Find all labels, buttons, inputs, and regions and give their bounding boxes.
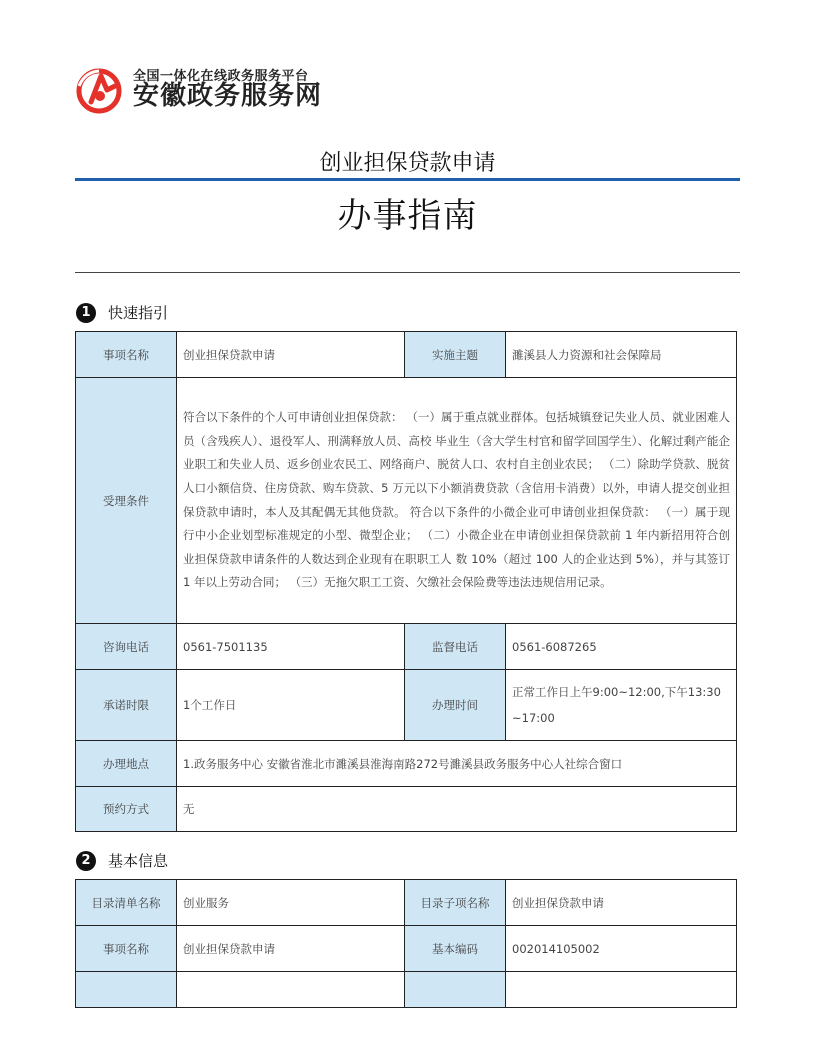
- section-heading-basic-info: [76, 850, 168, 871]
- office-hours-label: 办理时间: [405, 670, 506, 741]
- item-name-label: 事项名称: [76, 332, 177, 378]
- table-row: [76, 880, 737, 926]
- empty-value-cell: [506, 972, 737, 1008]
- table-row: [76, 972, 737, 1008]
- promise-time-value: 1个工作日: [177, 670, 405, 741]
- supervise-phone-label: 监督电话: [405, 624, 506, 670]
- empty-value-cell: [177, 972, 405, 1008]
- phone-label: 咨询电话: [76, 624, 177, 670]
- empty-label-cell: [76, 972, 177, 1008]
- conditions-label: 受理条件: [76, 378, 177, 624]
- table-row: [76, 378, 737, 624]
- item-name-value: 创业担保贷款申请: [177, 926, 405, 972]
- section-number-badge: 1: [76, 303, 96, 323]
- subject-value: 濉溪县人力资源和社会保障局: [506, 332, 737, 378]
- anhui-logo-icon: [75, 66, 127, 114]
- title-divider: [75, 178, 740, 181]
- document-title: 创业担保贷款申请: [319, 151, 496, 176]
- subitem-label: 目录子项名称: [405, 880, 506, 926]
- section-title: 快速指引: [108, 304, 169, 322]
- office-hours-value: 正常工作日上午9:00~12:00,下午13:30~17:00: [506, 670, 737, 741]
- booking-value: 无: [177, 787, 737, 832]
- promise-time-label: 承诺时限: [76, 670, 177, 741]
- table-row: [76, 741, 737, 787]
- booking-label: 预约方式: [76, 787, 177, 832]
- table-row: [76, 926, 737, 972]
- conditions-value: 符合以下条件的个人可申请创业担保贷款： （一）属于重点就业群体。包括城镇登记失业人员、就业困难人员（含残疾人）、退役军人、刑满释放人员、高校 毕业生（含大学生村官和留学回国学生）、化解过剩产能企业职工和失业人员、返乡创业农民工、网络商户、脱贫人口、农村自主创业农民； （二）除助学贷款、脱贫人口小额信贷、住房贷款、购车贷款、5 万元以下小额消费贷款（含信用卡消费）以外，申请人提交创业担保贷款申请时，本人及其配偶无其他贷款。 符合以下条件的小微企业可申请创业担保贷款： （一）属于现行中小企业划型标准规定的小型、微型企业； （二）小微企业在申请创业担保贷款前 1 年内新招用符合创业担保贷款申请条件的人数达到企业现有在职职工人 数 10%（超过 100 人的企业达到 5%），并与其签订 1 年以上劳动合同； （三）无拖欠职工工资、欠缴社会保险费等违法违规信用记录。: [177, 378, 737, 624]
- site-name: 安徽政务服务网: [133, 81, 323, 111]
- supervise-phone-value[interactable]: 0561-6087265: [506, 624, 737, 670]
- item-name-value: 创业担保贷款申请: [177, 332, 405, 378]
- phone-value[interactable]: 0561-7501135: [177, 624, 405, 670]
- section-heading-quick-guide: [76, 302, 168, 323]
- code-label: 基本编码: [405, 926, 506, 972]
- table-row: [76, 787, 737, 832]
- table-row: [76, 332, 737, 378]
- subitem-value: 创业担保贷款申请: [506, 880, 737, 926]
- section-title: 基本信息: [108, 852, 169, 870]
- location-label: 办理地点: [76, 741, 177, 787]
- catalog-label: 目录清单名称: [76, 880, 177, 926]
- empty-label-cell: [405, 972, 506, 1008]
- subject-label: 实施主题: [405, 332, 506, 378]
- site-logo[interactable]: [75, 64, 335, 116]
- table-row: [76, 624, 737, 670]
- header-rule: [75, 272, 740, 273]
- item-name-label: 事项名称: [76, 926, 177, 972]
- location-value: 1.政务服务中心 安徽省淮北市濉溪县淮海南路272号濉溪县政务服务中心人社综合窗口: [177, 741, 737, 787]
- code-value: 002014105002: [506, 926, 737, 972]
- platform-subtitle: 全国一体化在线政务服务平台: [133, 69, 309, 84]
- table-row: [76, 670, 737, 741]
- document-subtitle: 办事指南: [337, 196, 478, 236]
- basic-info-table: [75, 879, 737, 1008]
- quick-guide-table: [75, 331, 737, 832]
- section-number-badge: 2: [76, 851, 96, 871]
- catalog-value: 创业服务: [177, 880, 405, 926]
